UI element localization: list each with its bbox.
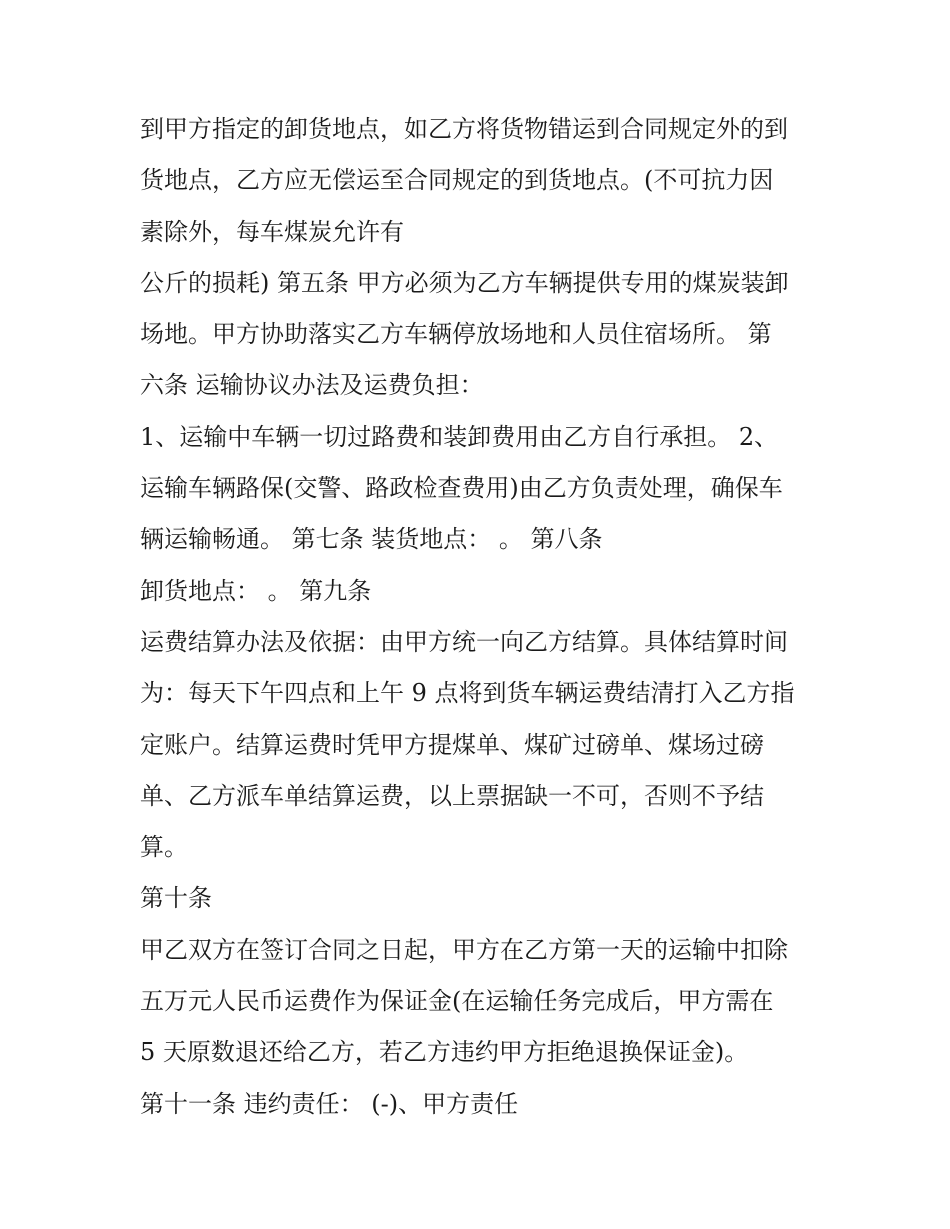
text-line: 第十一条 违约责任： (-)、甲方责任 [140,1089,519,1118]
text-line: 第十条 [140,884,212,913]
text-line: 卸货地点： 。 第九条 [140,576,372,605]
text-line: 1、运输中车辆一切过路费和装卸费用由乙方自行承担。 2、 [140,422,779,451]
text-line: 算。 [140,833,188,862]
text-line: 五万元人民币运费作为保证金(在运输任务完成后，甲方需在 [140,987,774,1016]
text-line: 辆运输畅通。 第七条 装货地点： 。 第八条 [140,525,603,554]
text-line: 素除外，每车煤炭允许有 [140,217,404,246]
text-line: 单、乙方派车单结算运费，以上票据缺一不可，否则不予结 [140,781,764,810]
text-line: 六条 运输协议办法及运费负担： [140,371,484,400]
text-line: 到甲方指定的卸货地点，如乙方将货物错运到合同规定外的到 [140,115,788,143]
text-line: 甲乙双方在签订合同之日起，甲方在乙方第一天的运输中扣除 [140,935,788,964]
text-line: 货地点，乙方应无偿运至合同规定的到货地点。(不可抗力因 [140,166,774,195]
text-line: 场地。甲方协助落实乙方车辆停放场地和人员住宿场所。 第 [140,320,772,349]
text-line: 为：每天下午四点和上午 9 点将到货车辆运费结清打入乙方指 [140,679,795,708]
text-line: 运输车辆路保(交警、路政检查费用)由乙方负责处理，确保车 [140,474,783,503]
text-line: 定账户。结算运费时凭甲方提煤单、煤矿过磅单、煤场过磅 [140,730,764,759]
text-line: 运费结算办法及依据：由甲方统一向乙方结算。具体结算时间 [140,627,788,656]
text-line: 5 天原数退还给乙方，若乙方违约甲方拒绝退换保证金)。 [140,1038,749,1067]
text-line: 公斤的损耗) 第五条 甲方必须为乙方车辆提供专用的煤炭装卸 [140,268,789,297]
document-body [140,104,830,1130]
